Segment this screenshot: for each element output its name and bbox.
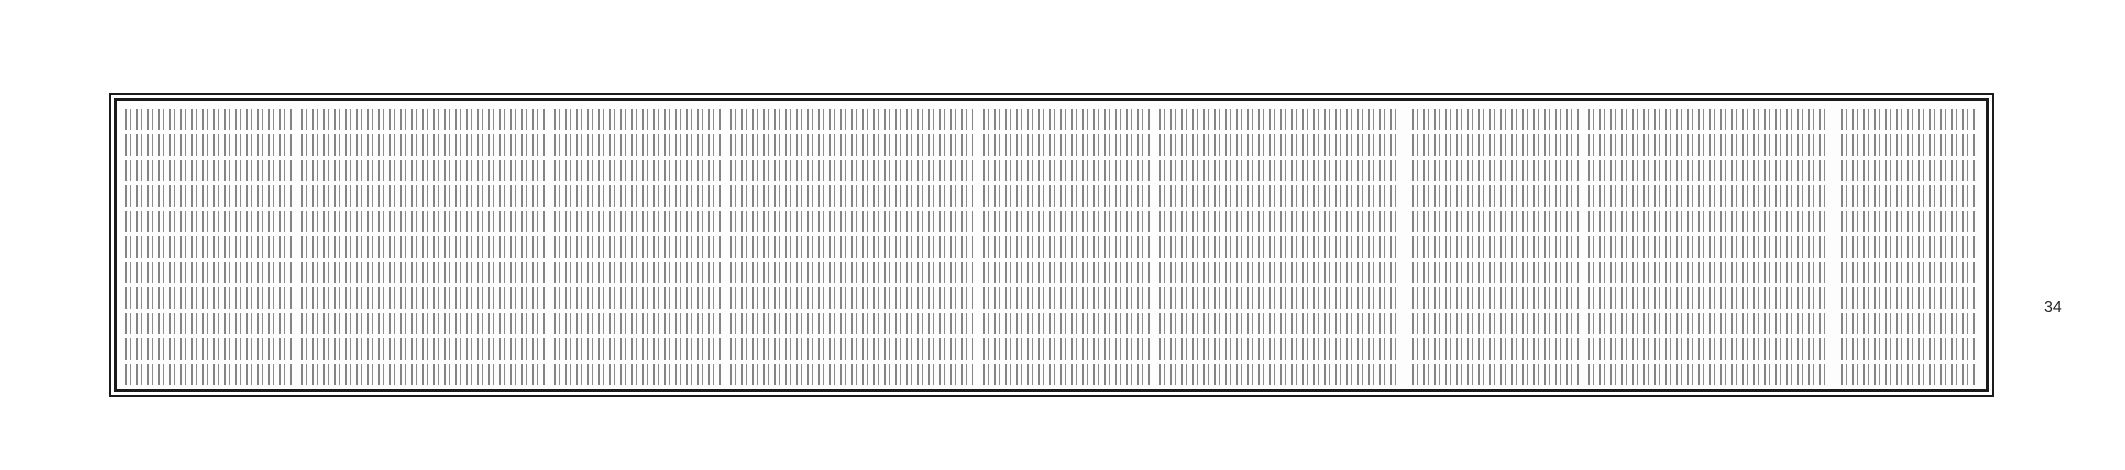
manuscript-line [125, 181, 1978, 206]
manuscript-line [125, 309, 1978, 334]
manuscript-line-text [125, 134, 1978, 155]
manuscript-text-block [125, 105, 1978, 385]
page-number: 34 [2044, 299, 2062, 316]
manuscript-line-text [125, 185, 1978, 206]
manuscript-line [125, 334, 1978, 359]
manuscript-line-text [125, 338, 1978, 359]
manuscript-line-text [125, 211, 1978, 232]
manuscript-line-text [125, 364, 1978, 385]
manuscript-line [125, 130, 1978, 155]
manuscript-line [125, 360, 1978, 385]
manuscript-line [125, 232, 1978, 257]
manuscript-line [125, 283, 1978, 308]
manuscript-folio [114, 98, 1989, 392]
manuscript-line [125, 105, 1978, 130]
manuscript-line [125, 156, 1978, 181]
manuscript-line-text [125, 287, 1978, 308]
manuscript-line-text [125, 262, 1978, 283]
manuscript-line-text [125, 109, 1978, 130]
manuscript-line-text [125, 236, 1978, 257]
manuscript-line-text [125, 160, 1978, 181]
manuscript-line [125, 258, 1978, 283]
manuscript-line [125, 207, 1978, 232]
manuscript-line-text [125, 313, 1978, 334]
